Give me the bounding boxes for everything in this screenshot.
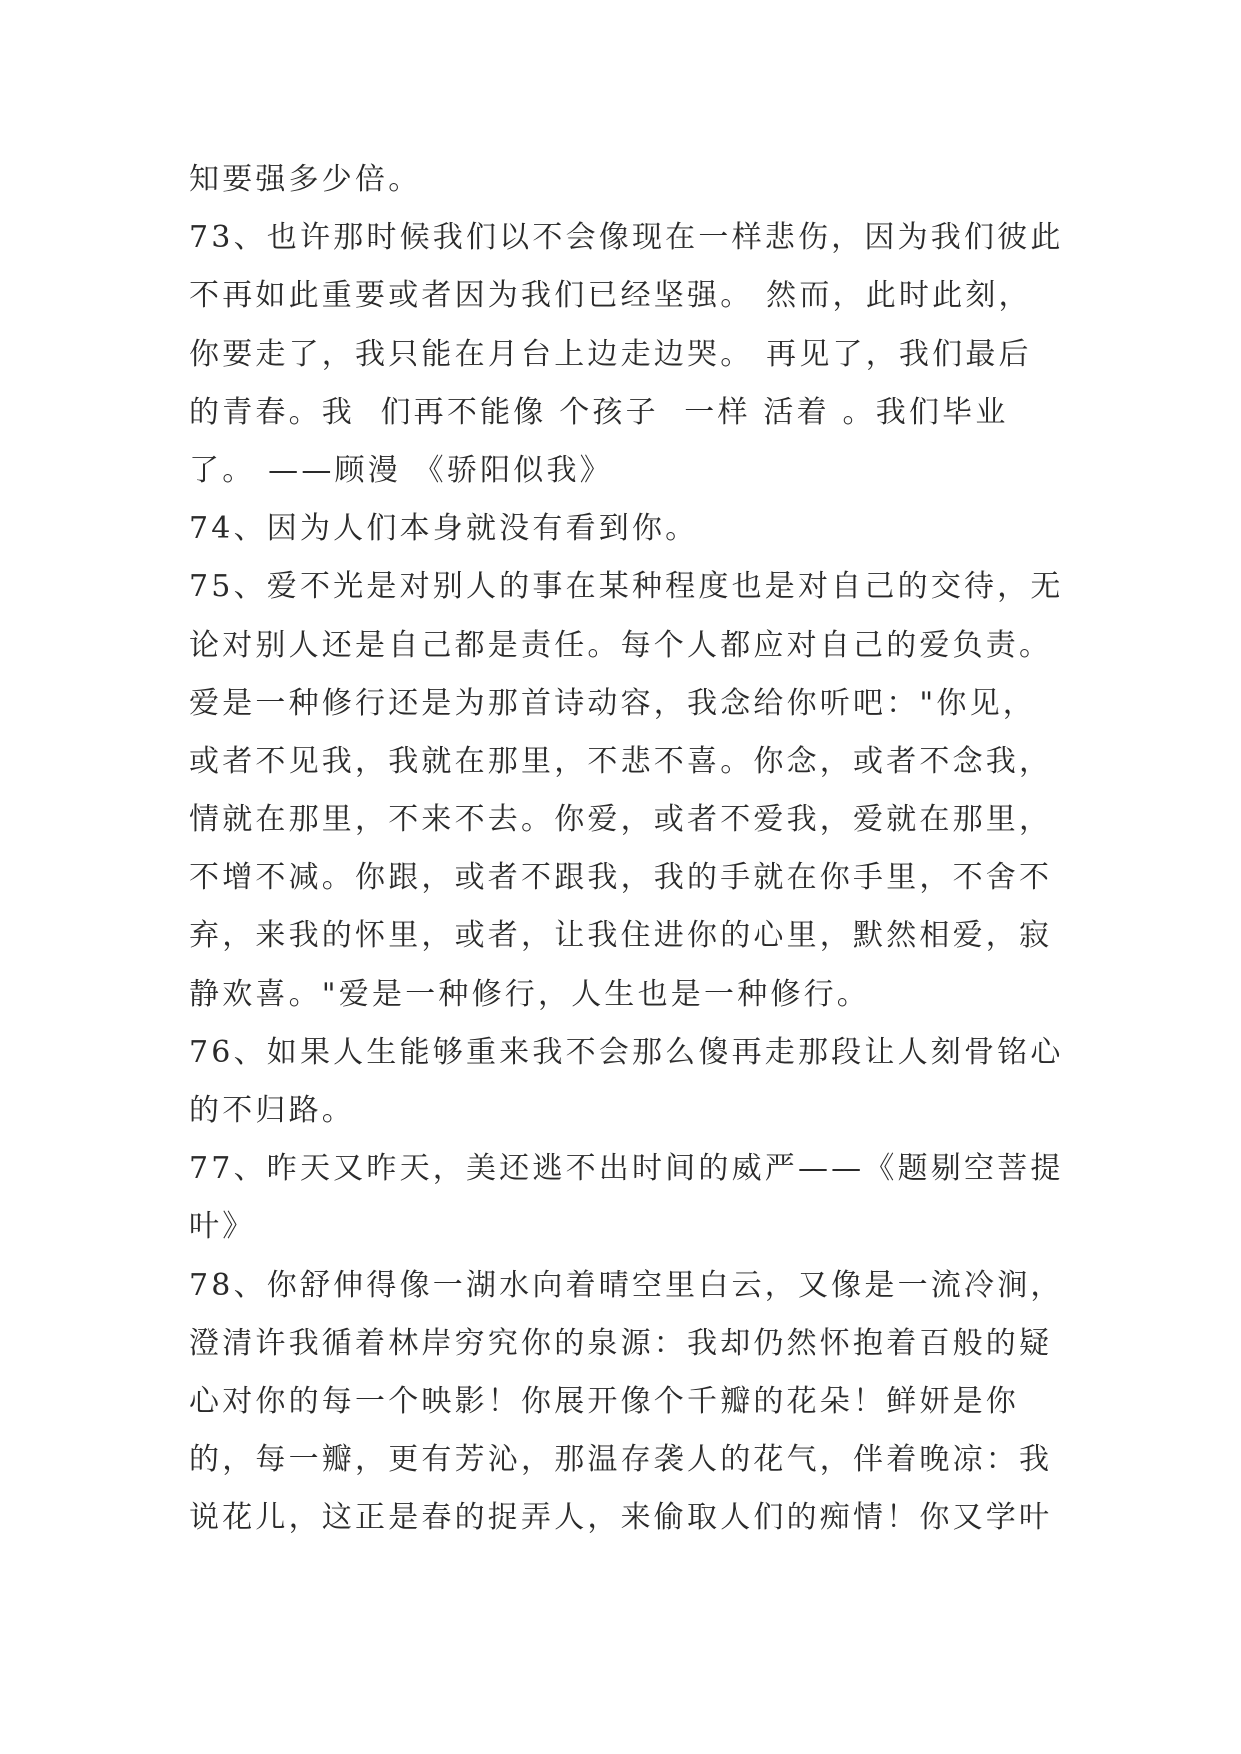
text-line: 澄清许我循着林岸穷究你的泉源：我却仍然怀抱着百般的疑	[189, 1325, 1053, 1361]
text-line: 弃，来我的怀里，或者，让我住进你的心里，默然相爱，寂	[189, 918, 1053, 954]
document-body	[189, 151, 1069, 1548]
text-line: 静欢喜。"爱是一种修行，人生也是一种修行。	[189, 976, 870, 1012]
text-line: 说花儿，这正是春的捉弄人，来偷取人们的痴情！你又学叶	[189, 1500, 1053, 1536]
text-line: 的，每一瓣，更有芳沁，那温存袭人的花气，伴着晚凉：我	[189, 1442, 1053, 1478]
text-line: 心对你的每一个映影！你展开像个千瓣的花朵！鲜妍是你	[189, 1383, 1019, 1419]
text-line: 论对别人还是自己都是责任。每个人都应对自己的爱负责。	[189, 627, 1053, 663]
text-line: 75、爱不光是对别人的事在某种程度也是对自己的交待，无	[189, 569, 1064, 605]
text-line: 或者不见我，我就在那里，不悲不喜。你念，或者不念我，	[189, 743, 1053, 779]
text-line: 的青春。我 们再不能像 个孩子 一样 活着 。我们毕业	[189, 394, 1009, 430]
text-line: 77、昨天又昨天，美还逃不出时间的威严——《题剔空菩提	[189, 1151, 1064, 1187]
text-line: 知要强多少倍。	[189, 162, 422, 197]
text-line: 你要走了，我只能在月台上边走边哭。 再见了，我们最后	[189, 336, 1032, 372]
text-line: 叶》	[189, 1209, 256, 1245]
text-line: 74、因为人们本身就没有看到你。	[189, 511, 699, 547]
text-line: 不再如此重要或者因为我们已经坚强。 然而，此时此刻，	[189, 278, 1032, 314]
text-line: 不增不减。你跟，或者不跟我，我的手就在你手里，不舍不	[189, 860, 1053, 896]
text-line: 的不归路。	[189, 1093, 355, 1128]
text-line: 76、如果人生能够重来我不会那么傻再走那段让人刻骨铭心	[189, 1034, 1064, 1070]
text-line: 情就在那里，不来不去。你爱，或者不爱我，爱就在那里，	[189, 802, 1053, 838]
text-line: 了。 ——顾漫 《骄阳似我》	[189, 452, 613, 488]
text-line: 78、你舒伸得像一湖水向着晴空里白云，又像是一流冷涧，	[189, 1267, 1064, 1303]
text-line: 爱是一种修行还是为那首诗动容，我念给你听吧："你见，	[189, 685, 1036, 721]
text-line: 73、也许那时候我们以不会像现在一样悲伤，因为我们彼此	[189, 220, 1064, 256]
